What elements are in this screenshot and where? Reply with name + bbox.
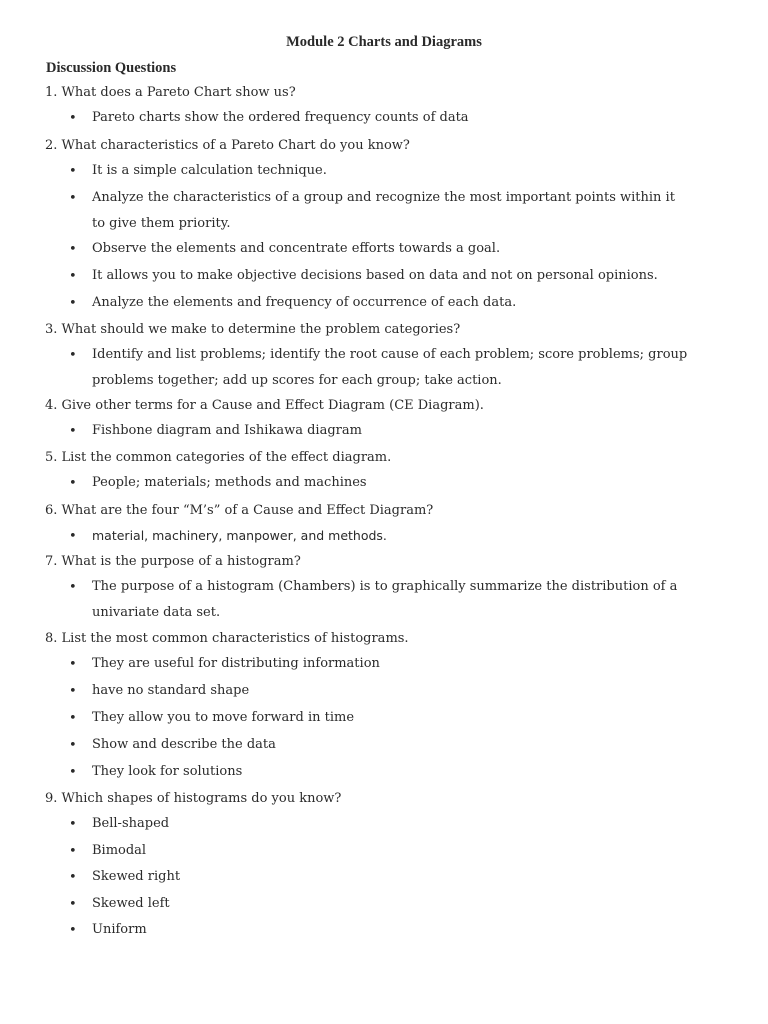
bullet: • xyxy=(69,164,77,179)
answer-2-1: It is a simple calculation technique. xyxy=(92,163,327,178)
answer-9-1: Bell-shaped xyxy=(92,816,170,831)
answer-8-1: They are useful for distributing information xyxy=(92,656,380,671)
answer-2-2: Analyze the characteristics of a group and recognize the most important points within it to give them priority. xyxy=(92,190,675,231)
question-6: 6. What are the four “M’s” of a Cause and Effect Diagram? xyxy=(45,503,434,518)
answer-2-5: Analyze the elements and frequency of occurrence of each data. xyxy=(92,295,517,310)
bullet: • xyxy=(69,191,77,206)
bullet: • xyxy=(69,817,77,832)
bullet: • xyxy=(69,529,77,544)
question-2: 2. What characteristics of a Pareto Chart do you know? xyxy=(45,138,410,153)
bullet: • xyxy=(69,242,77,257)
bullet: • xyxy=(69,296,77,311)
bullet: • xyxy=(69,844,77,859)
bullet: • xyxy=(69,684,77,699)
bullet: • xyxy=(69,738,77,753)
answer-9-2: Bimodal xyxy=(92,843,147,858)
answer-2-4: It allows you to make objective decisions based on data and not on personal opinions. xyxy=(92,268,658,283)
answer-9-5: Uniform xyxy=(92,922,147,937)
question-5: 5. List the common categories of the effect diagram. xyxy=(45,450,392,465)
bullet: • xyxy=(69,424,77,439)
bullet: • xyxy=(69,765,77,780)
answer-9-3: Skewed right xyxy=(92,869,181,884)
question-7: 7. What is the purpose of a histogram? xyxy=(45,554,301,569)
bullet: • xyxy=(69,870,77,885)
answer-4-1: Fishbone diagram and Ishikawa diagram xyxy=(92,423,362,438)
answer-8-3: They allow you to move forward in time xyxy=(92,710,355,725)
answer-8-4: Show and describe the data xyxy=(92,737,276,752)
answer-8-2: have no standard shape xyxy=(92,683,250,698)
answer-9-4: Skewed left xyxy=(92,896,170,911)
document-title: Module 2 Charts and Diagrams xyxy=(286,34,482,50)
question-4: 4. Give other terms for a Cause and Effect Diagram (CE Diagram). xyxy=(45,398,484,413)
answer-5-1: People; materials; methods and machines xyxy=(92,475,367,490)
bullet: • xyxy=(69,269,77,284)
bullet: • xyxy=(69,111,77,126)
section-heading: Discussion Questions xyxy=(46,60,177,76)
answer-2-3: Observe the elements and concentrate efforts towards a goal. xyxy=(92,241,501,256)
answer-6-1: material, machinery, manpower, and methods. xyxy=(92,528,387,543)
answer-1-1: Pareto charts show the ordered frequency counts of data xyxy=(92,110,469,125)
bullet: • xyxy=(69,923,77,938)
answer-3-1: Identify and list problems; identify the root cause of each problem; score problems; group problems together; add up scores for each group; take action. xyxy=(92,347,688,388)
answer-8-5: They look for solutions xyxy=(92,764,243,779)
question-9: 9. Which shapes of histograms do you know? xyxy=(45,791,342,806)
bullet: • xyxy=(69,897,77,912)
bullet: • xyxy=(69,580,77,595)
question-1: 1. What does a Pareto Chart show us? xyxy=(45,85,296,100)
question-8: 8. List the most common characteristics of histograms. xyxy=(45,631,409,646)
bullet: • xyxy=(69,711,77,726)
bullet: • xyxy=(69,657,77,672)
bullet: • xyxy=(69,348,77,363)
question-3: 3. What should we make to determine the problem categories? xyxy=(45,322,461,337)
answer-7-1: The purpose of a histogram (Chambers) is to graphically summarize the distribution of a univariate data set. xyxy=(92,579,678,620)
bullet: • xyxy=(69,476,77,491)
